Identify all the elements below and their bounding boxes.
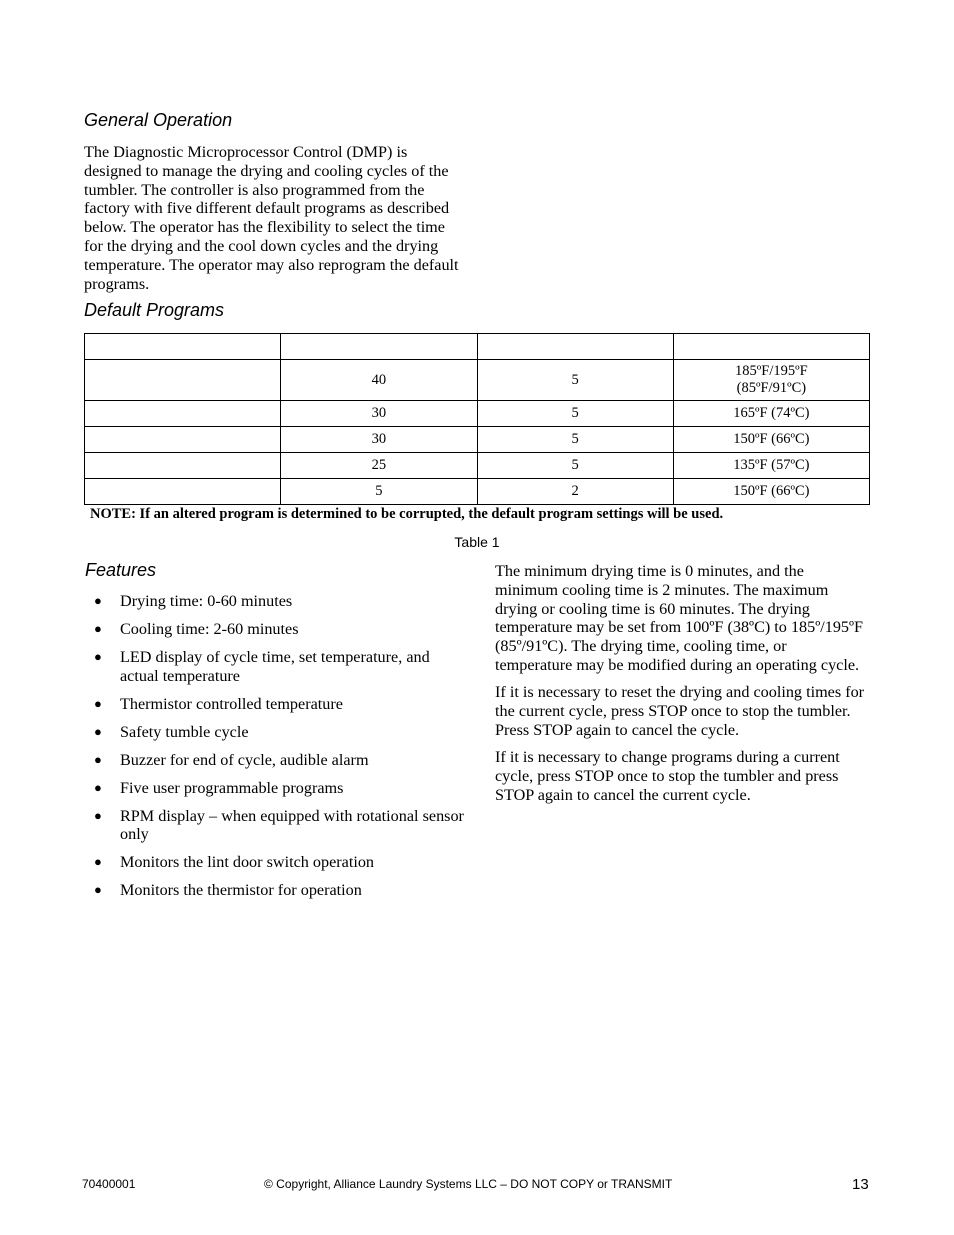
table-cell: 165ºF (74ºC) (673, 401, 869, 427)
list-item-text: Thermistor controlled temperature (120, 694, 343, 713)
list-item (94, 853, 464, 872)
table-cell: 5 (477, 453, 673, 479)
list-item-text: Five user programmable programs (120, 778, 344, 797)
list-item-text: Drying time: 0-60 minutes (120, 592, 293, 610)
features-heading: Features (85, 560, 157, 580)
table-caption: Table 1 (454, 534, 500, 550)
general-operation-heading: General Operation (84, 110, 233, 130)
default-programs-table (84, 333, 870, 505)
general-operation-text: The Diagnostic Microprocessor Control (DMP) is designed to manage the drying and cooling cycles of the tumbler. The controller is also programmed from the factory with five different default programs as described below. The operator has the flexibility to select the time for the drying and the cool down cycles and the drying temperature. The operator may also reprogram the default programs. (84, 143, 459, 293)
table-row (85, 479, 870, 505)
list-item-text: Buzzer for end of cycle, audible alarm (120, 750, 369, 769)
table-cell (85, 401, 281, 427)
list-item (94, 695, 464, 714)
list-item (94, 648, 464, 686)
bullet-icon: ● (94, 593, 102, 608)
table-cell: 150ºF (66ºC) (673, 479, 869, 505)
bullet-icon: ● (94, 695, 102, 711)
table-cell: 30 (281, 427, 477, 453)
table-cell: 135ºF (57ºC) (673, 453, 869, 479)
list-item-text: Monitors the thermistor for operation (120, 881, 362, 900)
list-item-text: Monitors the lint door switch operation (120, 853, 375, 872)
table-cell: 5 (477, 360, 673, 401)
table-row (85, 427, 870, 453)
right-column-paragraph: The minimum drying time is 0 minutes, and the minimum cooling time is 2 minutes. The maximum drying or cooling time is 60 minutes. The drying temperature may be set from 100ºF (38ºC) to 185º/195ºF (85º/91ºC). The drying time, cooling time, or temperature may be modified during an operating cycle. (495, 562, 864, 674)
list-item (94, 807, 464, 845)
default-programs-heading: Default Programs (84, 300, 225, 320)
list-item (94, 751, 464, 770)
page-number: 13 (852, 1176, 869, 1193)
table-row (85, 401, 870, 427)
bullet-icon: ● (94, 807, 102, 823)
table-header-cell (281, 334, 477, 360)
footer-doc-number: 70400001 (82, 1177, 136, 1191)
list-item-text: LED display of cycle time, set temperature, and actual temperature (120, 647, 430, 685)
table-note: NOTE: If an altered program is determined to be corrupted, the default program settings will be used. (90, 506, 724, 522)
table-cell: 150ºF (66ºC) (673, 427, 869, 453)
right-column (495, 562, 867, 813)
list-item-text: Cooling time: 2-60 minutes (120, 619, 299, 638)
list-item (94, 620, 464, 639)
bullet-icon: ● (94, 854, 102, 870)
footer-copyright: © Copyright, Alliance Laundry Systems LLC – DO NOT COPY or TRANSMIT (264, 1177, 673, 1191)
list-item (94, 779, 464, 798)
table-header-row (85, 334, 870, 360)
table-row (85, 360, 870, 401)
bullet-icon: ● (94, 751, 102, 767)
table-cell: 30 (281, 401, 477, 427)
bullet-icon: ● (94, 620, 102, 636)
table-cell: 2 (477, 479, 673, 505)
bullet-icon: ● (94, 648, 102, 664)
list-item (94, 592, 464, 611)
table-header-cell (673, 334, 869, 360)
table-cell (85, 479, 281, 505)
table-cell (85, 453, 281, 479)
bullet-icon: ● (94, 723, 102, 739)
table-cell: 5 (281, 479, 477, 505)
table-cell (85, 427, 281, 453)
right-column-paragraph: If it is necessary to reset the drying and cooling times for the current cycle, press STOP once to stop the tumbler. Press STOP again to cancel the cycle. (495, 683, 865, 739)
table-cell: 25 (281, 453, 477, 479)
table-header-cell (85, 334, 281, 360)
table-cell: 5 (477, 427, 673, 453)
list-item-text: RPM display – when equipped with rotational sensor only (120, 806, 464, 844)
list-item (94, 881, 464, 900)
bullet-icon: ● (94, 882, 102, 898)
table-header-cell (477, 334, 673, 360)
right-column-paragraph: If it is necessary to change programs during a current cycle, press STOP once to stop the tumbler and press STOP again to cancel the current cycle. (495, 748, 840, 804)
features-list (94, 592, 464, 909)
table-cell: 40 (281, 360, 477, 401)
table-cell: 5 (477, 401, 673, 427)
table-cell: 185ºF/195ºF (85ºF/91ºC) (673, 360, 869, 401)
table-row (85, 453, 870, 479)
bullet-icon: ● (94, 779, 102, 795)
list-item (94, 723, 464, 742)
list-item-text: Safety tumble cycle (120, 722, 249, 741)
table-cell (85, 360, 281, 401)
